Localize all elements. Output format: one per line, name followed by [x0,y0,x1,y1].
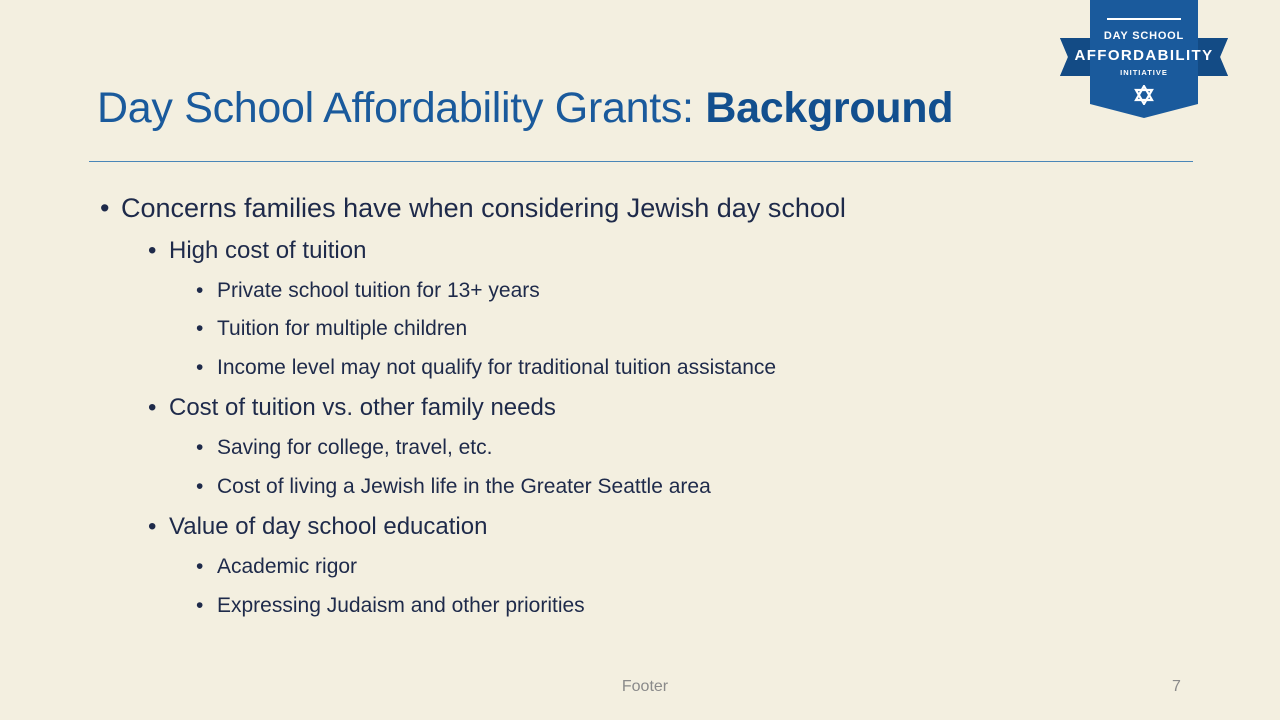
bullet-dot: • [100,193,110,223]
bullet-text: Value of day school education [169,513,488,540]
bullet-item-level2 [148,513,488,541]
bullet-text: Tuition for multiple children [217,317,468,340]
bullet-item-level3 [196,555,358,579]
bullet-item-level3 [196,475,711,499]
bullet-text: Academic rigor [217,555,358,578]
page-number: 7 [1172,678,1181,695]
bullet-dot: • [148,237,157,264]
bullet-dot: • [196,279,204,302]
bullet-item-level2 [148,237,367,265]
affordability-initiative-logo [1060,0,1228,118]
bullet-dot: • [196,436,204,459]
bullet-item-level3 [196,317,468,341]
bullet-dot: • [196,356,204,379]
bullet-item-level3 [196,279,540,303]
bullet-text: Cost of living a Jewish life in the Greater Seattle area [217,475,711,498]
bullet-item-level3 [196,436,493,460]
bullet-text: Saving for college, travel, etc. [217,436,493,459]
title-divider [89,161,1193,162]
bullet-item-level2 [148,394,556,422]
title-plain: Day School Affordability Grants: [97,84,706,132]
bullet-dot: • [148,394,157,421]
bullet-dot: • [196,555,204,578]
bullet-dot: • [148,513,157,540]
badge-line2: AFFORDABILITY [1074,47,1214,64]
bullet-dot: • [196,317,204,340]
bullet-text: Cost of tuition vs. other family needs [169,394,556,421]
bullet-text: High cost of tuition [169,237,367,264]
bullet-item-level1 [100,193,846,224]
badge-line1: DAY SCHOOL [1103,30,1185,42]
footer-text: Footer [621,678,669,695]
badge-top-line [1107,18,1181,20]
bullet-item-level3 [196,594,585,618]
bullet-text: Concerns families have when considering Jewish day school [121,193,846,223]
bullet-text: Private school tuition for 13+ years [217,279,540,302]
bullet-item-level3 [196,356,777,380]
bullet-text: Income level may not qualify for traditional tuition assistance [217,356,777,379]
star-of-david-icon [1134,85,1154,105]
title-bold: Background [705,84,954,132]
bullet-dot: • [196,475,204,498]
badge-line3: INITIATIVE [1120,68,1168,77]
bullet-text: Expressing Judaism and other priorities [217,594,585,617]
bullet-dot: • [196,594,204,617]
slide-title [97,84,953,133]
